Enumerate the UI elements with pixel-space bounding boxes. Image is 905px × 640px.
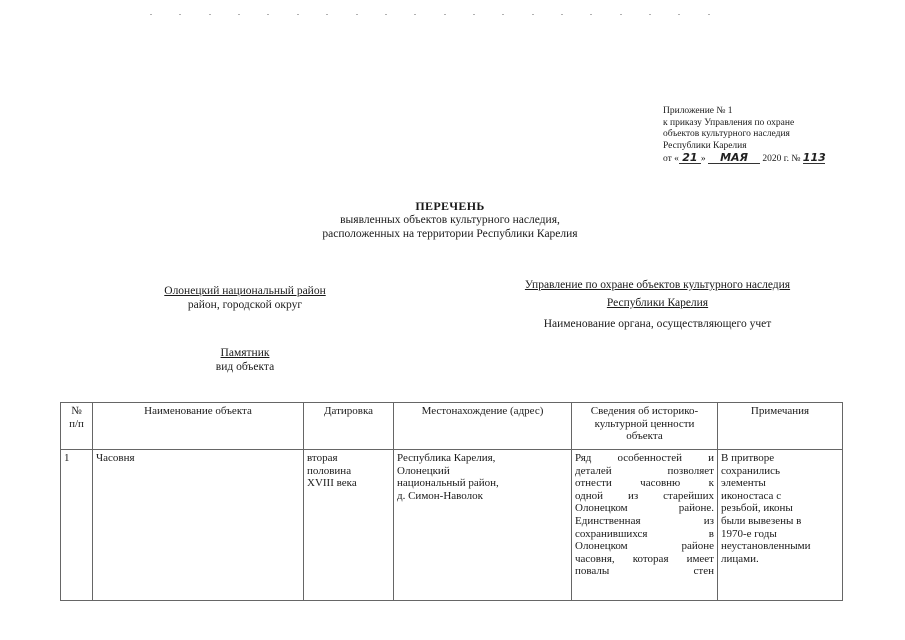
header-number-line: п/п xyxy=(69,417,84,430)
cell-line: одной из старейших xyxy=(575,489,714,502)
annex-line: к приказу Управления по охране xyxy=(663,117,795,128)
handwritten-month: МАЯ xyxy=(708,152,760,164)
handwritten-day: 21 xyxy=(679,152,701,164)
table-row xyxy=(61,450,843,601)
district-block xyxy=(110,284,380,312)
cell-line: Олонецкий xyxy=(397,464,450,477)
cell-line: резьбой, иконы xyxy=(721,502,793,515)
cell-line: половина xyxy=(307,464,352,477)
cell-location xyxy=(394,450,572,601)
annex-block xyxy=(663,106,825,166)
cell-line: деталей позволяет xyxy=(575,464,714,477)
cell-line: повалы стен xyxy=(575,565,714,578)
object-type-value: Памятник xyxy=(220,347,270,359)
document-subtitle-line: расположенных на территории Республики Карелия xyxy=(322,227,578,240)
cell-dating xyxy=(304,450,394,601)
cell-line: сохранившихся в xyxy=(575,527,714,540)
annex-from: от « xyxy=(663,154,679,165)
annex-date-line xyxy=(663,152,825,166)
document-subtitle-line: выявленных объектов культурного наследия, xyxy=(340,214,560,226)
district-caption: район, городской округ xyxy=(187,299,303,311)
document-title: ПЕРЕЧЕНЬ xyxy=(415,199,485,213)
cell-line: Единственная из xyxy=(575,514,714,527)
handwritten-number: 113 xyxy=(802,151,826,165)
cell-notes xyxy=(718,450,843,601)
annex-mid: » xyxy=(700,154,706,165)
object-type-caption: вид объекта xyxy=(215,361,275,373)
scan-artifact xyxy=(150,14,710,18)
cell-line: неустановленными xyxy=(721,540,811,553)
cell-line: были вывезены в xyxy=(721,514,802,527)
cell-line: сохранились xyxy=(721,464,781,477)
header-number xyxy=(61,403,93,450)
cell-line: часовня, которая имеет xyxy=(575,552,714,565)
cell-line: иконостаса с xyxy=(721,489,782,502)
header-location: Местонахождение (адрес) xyxy=(394,403,572,450)
table-header-row xyxy=(61,403,843,450)
document-heading xyxy=(250,199,650,241)
cell-line: национальный район, xyxy=(397,477,499,490)
cell-line: В притворе xyxy=(721,452,775,464)
header-notes: Примечания xyxy=(718,403,843,450)
cell-line: Олонецком районе xyxy=(575,540,714,553)
cell-line: 1970-е годы xyxy=(721,527,777,540)
cell-line: XVIII века xyxy=(307,477,357,490)
cell-line: элементы xyxy=(721,477,766,490)
header-name: Наименование объекта xyxy=(93,403,304,450)
authority-value: Управление по охране объектов культурного наследия xyxy=(524,279,791,291)
header-value-line: культурной ценности xyxy=(594,417,695,430)
cell-line: Ряд особенностей и xyxy=(575,452,714,464)
annex-line: Республики Карелия xyxy=(663,140,747,151)
header-value-line: Сведения об историко- xyxy=(590,405,699,417)
cell-value xyxy=(572,450,718,601)
annex-line: Приложение № 1 xyxy=(663,106,733,116)
authority-block xyxy=(480,278,835,331)
header-value-line: объекта xyxy=(626,430,663,443)
annex-line: объектов культурного наследия xyxy=(663,129,790,140)
cell-line: д. Симон-Наволок xyxy=(397,489,483,502)
district-value: Олонецкий национальный район xyxy=(164,285,326,297)
cell-number: 1 xyxy=(61,450,93,601)
annex-year: 2020 г. № xyxy=(762,154,801,165)
cell-line: Олонецком районе. xyxy=(575,502,714,515)
authority-value: Республики Карелия xyxy=(606,297,709,309)
header-number-line: № xyxy=(71,405,82,417)
header-value xyxy=(572,403,718,450)
cell-name: Часовня xyxy=(93,450,304,601)
object-type-block xyxy=(185,346,305,374)
cell-line: Республика Карелия, xyxy=(397,452,496,464)
header-dating: Датировка xyxy=(304,403,394,450)
register-table xyxy=(60,402,843,601)
authority-caption: Наименование органа, осуществляющего учет xyxy=(543,318,772,330)
cell-line: вторая xyxy=(307,452,338,464)
cell-line: лицами. xyxy=(721,552,759,565)
cell-line: отнести часовню к xyxy=(575,477,714,490)
